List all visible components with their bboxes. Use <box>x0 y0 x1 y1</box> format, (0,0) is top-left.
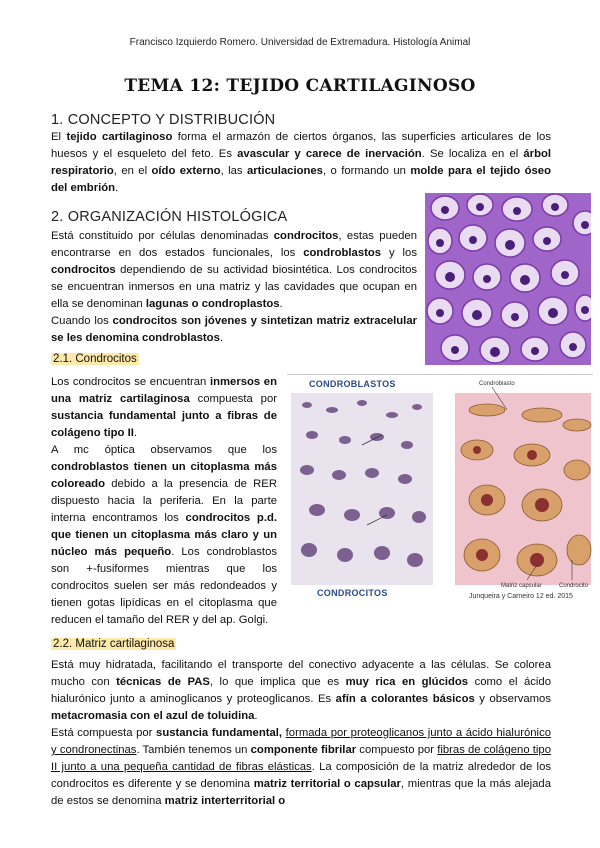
page-header: Francisco Izquierdo Romero. Universidad de Extremadura. Histología Animal <box>129 37 471 48</box>
annot-condroblasto: Condroblasto <box>479 381 515 387</box>
figure-caption: Junqueira y Carneiro 12 ed. 2015 <box>469 593 573 600</box>
subheading-condrocitos: 2.1. Condrocitos <box>53 353 137 365</box>
section-heading-1: 1. CONCEPTO Y DISTRIBUCIÓN <box>51 112 276 128</box>
label-condroblastos: CONDROBLASTOS <box>309 379 396 389</box>
page-title: TEMA 12: TEJIDO CARTILAGINOSO <box>124 76 476 96</box>
label-condrocitos: CONDROCITOS <box>317 588 388 598</box>
paragraph-organizacion: Está constituido por células denominadas condrocitos, estas pueden encontrarse en dos estados funcionales, los condroblastos y los condrocitos dependiendo de su actividad biosintética. Los condrocitos se encuentran inmersos en una matriz y las cavidades que ocupan en ella se denominan lagunas o condroplastos. Cuando los condrocitos son jóvenes y sintetizan matriz extracelular se les denomina condroblastos. <box>51 230 417 344</box>
paragraph-condrocitos: Los condrocitos se encuentran inmersos en una matriz cartilaginosa compuesta por sustancia fundamental junto a fibras de colágeno tipo II. A mc óptica observamos que los condroblastos tienen un citoplasma más coloreado debido a la presencia de RER dispuesto hacia la periferia. En la parte interna encontramos los condrocitos p.d. que tienen un citoplasma más claro y un núcleo más pequeño. Los condroblastos son +-fusiformes mientras que los condrocitos suelen ser más redondeados y tienen gotas lipídicas en el citoplasma que reducen el tamaño del RER y del ap. Golgi. <box>51 376 278 626</box>
paragraph-matriz: Está muy hidratada, facilitando el transporte del conectivo adyacente a las células. Se colorea mucho con técnicas de PAS, lo que implica que es muy rica en glúcidos como el ácido hialurónico junto a aminoglicanos y proteoglicanos. Es afín a colorantes básicos y observamos metacromasia con el azul de toluidina. Está compuesta por sustancia fundamental, formada por proteoglicanos junto a ácido hialurónico y condronectinas. También tenemos un componente fibrilar compuesto por fibras de colágeno tipo II junto a una pequeña cantidad de fibras elásticas. La composición de la matriz alrededor de los condrocitos es diferente y se denomina matriz territorial o capsular, mientras que la más alejada de estos se denomina matriz interterritorial o <box>51 659 551 807</box>
subheading-matriz: 2.2. Matriz cartilaginosa <box>53 638 175 650</box>
paragraph-concepto: El tejido cartilaginoso forma el armazón de ciertos órganos, las superficies articulares de los huesos y el esqueleto del feto. Es avascular y carece de inervación. Se localiza en el árbol respiratorio, en el oído externo, las articulaciones, o formando un molde para el tejido óseo del embrión. <box>51 131 552 194</box>
section-heading-2: 2. ORGANIZACIÓN HISTOLÓGICA <box>51 209 288 225</box>
annot-condrocito: Condrocito <box>559 583 589 589</box>
annot-matriz-capsular: Matriz capsular <box>501 583 542 589</box>
condroblast-figure <box>287 374 593 602</box>
cartilage-histology-image <box>425 193 591 365</box>
